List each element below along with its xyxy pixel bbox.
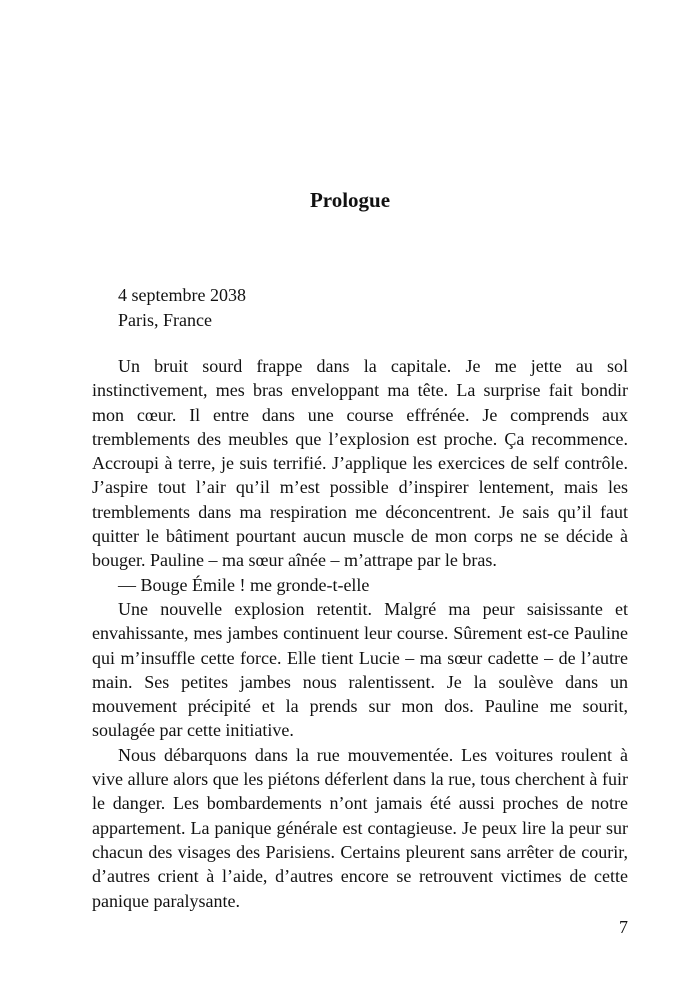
chapter-date: 4 septembre 2038 — [118, 285, 246, 305]
paragraph: Nous débarquons dans la rue mouvementée. Les voitures roulent à vive allure alors que les piétons déferlent dans la rue, tous cherchent à fuir le danger. Les bombardements n’ont jamais été aussi proches de notre appartement. La panique générale est contagieuse. Je peux lire la peur sur chacun des visages des Parisiens. Certains pleurent sans arrêter de courir, d’autres crient à l’aide, d’autres encore se retrouvent victimes de cette panique paralysante. — [92, 744, 628, 911]
chapter-body — [92, 354, 628, 913]
paragraph: Une nouvelle explosion retentit. Malgré ma peur saisissante et envahissante, mes jambes continuent leur course. Sûrement est-ce Pauline qui m’insuffle cette force. Elle tient Lucie – ma sœur cadette – de l’autre main. Ses petites jambes nous ralentissent. Je la soulève dans un mouvement précipité et la prends sur mon dos. Pauline me sourit, soulagée par cette initiative. — [92, 598, 628, 741]
chapter-place: Paris, France — [118, 310, 212, 330]
page-number: 7 — [619, 917, 628, 937]
chapter-title: Prologue — [309, 188, 391, 212]
paragraph: Un bruit sourd frappe dans la capitale. Je me jette au sol instinctivement, mes bras enveloppant ma tête. La surprise fait bondir mon cœur. Il entre dans une course effrénée. Je comprends aux tremblements des meubles que l’explosion est proche. Ça recommence. Accroupi à terre, je suis terrifié. J’applique les exercices de self contrôle. J’aspire tout l’air qu’il m’est possible d’inspirer lentement, mais les tremblements dans ma respiration me déconcentrent. Je sais qu’il faut quitter le bâtiment pourtant aucun muscle de mon corps ne se décide à bouger. Pauline – ma sœur aînée – m’attrape par le bras. — [92, 356, 628, 571]
paragraph-dialogue: — Bouge Émile ! me gronde-t-elle — [118, 574, 370, 595]
chapter-header — [118, 283, 246, 333]
